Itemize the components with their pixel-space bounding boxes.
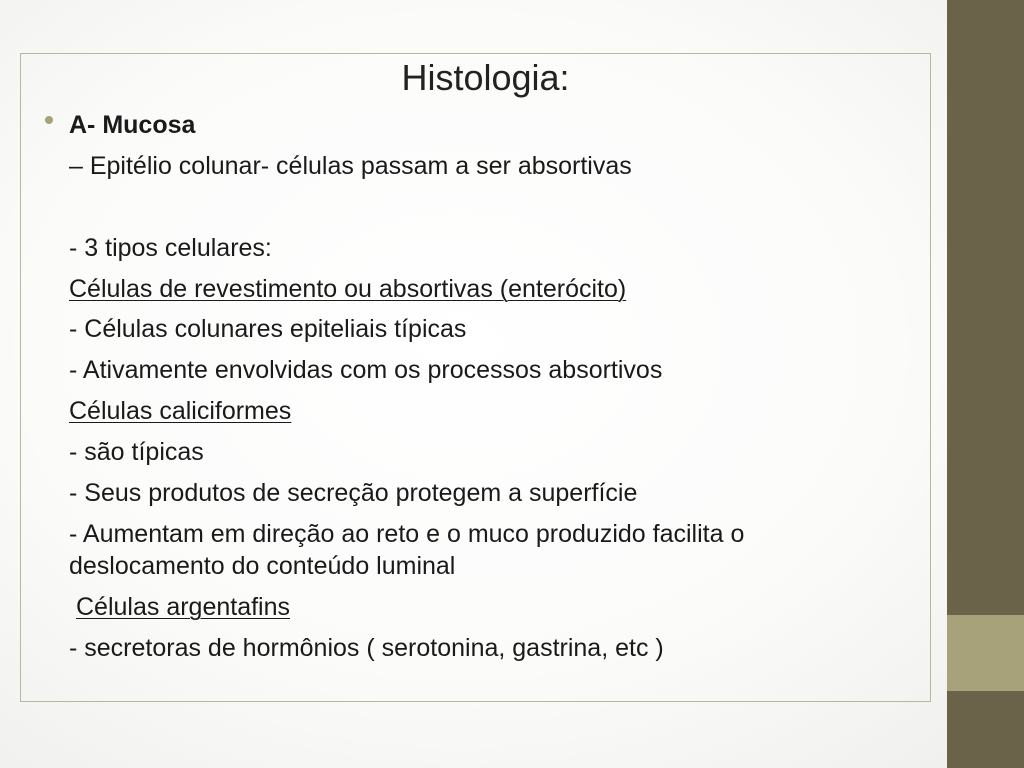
subsection-heading: Células de revestimento ou absortivas (enterócito) bbox=[69, 275, 627, 303]
body-line: - são típicas bbox=[69, 438, 204, 466]
bullet-icon bbox=[45, 116, 53, 124]
slide-title: Histologia: bbox=[401, 57, 570, 98]
body-line: - Aumentam em direção ao reto e o muco produzido facilita o bbox=[69, 520, 745, 548]
body-line: - 3 tipos celulares: bbox=[69, 234, 272, 262]
body-line: - Células colunares epiteliais típicas bbox=[69, 315, 467, 343]
subsection-heading: Células argentafins bbox=[76, 593, 291, 621]
body-line: - Seus produtos de secreção protegem a superfície bbox=[69, 479, 638, 507]
side-decor-accent bbox=[947, 615, 1024, 691]
section-heading: A- Mucosa bbox=[69, 111, 196, 139]
body-line: – Epitélio colunar- células passam a ser absortivas bbox=[69, 152, 632, 180]
body-line: deslocamento do conteúdo luminal bbox=[69, 552, 456, 580]
subsection-heading: Células caliciformes bbox=[69, 397, 292, 425]
body-line: - secretoras de hormônios ( serotonina, gastrina, etc ) bbox=[69, 634, 664, 662]
body-line: - Ativamente envolvidas com os processos absortivos bbox=[69, 356, 663, 384]
